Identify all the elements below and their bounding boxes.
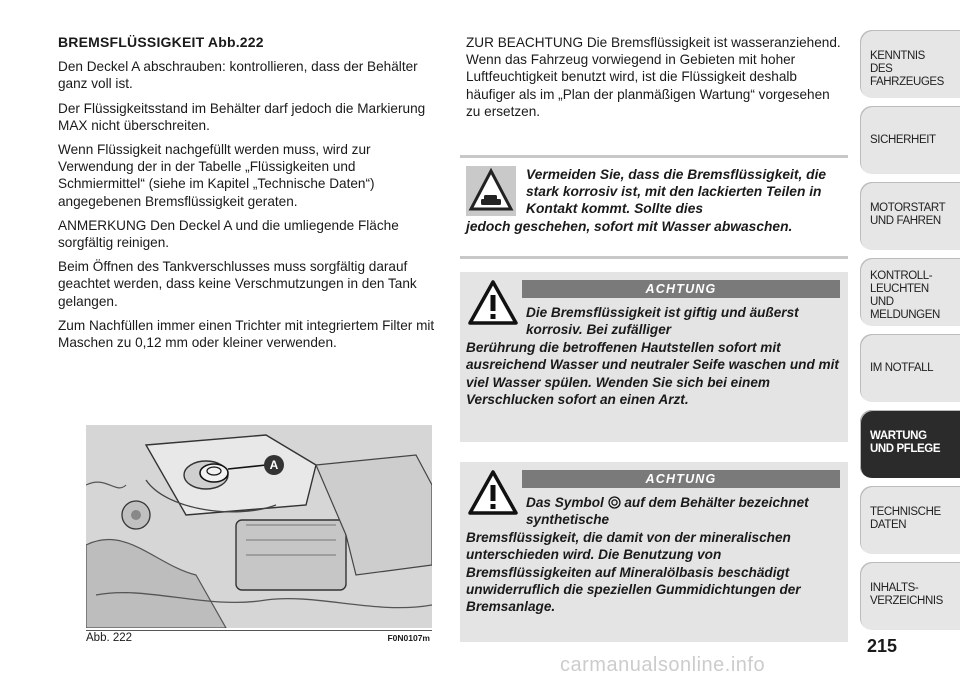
warning-lead-text: Die Bremsflüssigkeit ist giftig und äußerst korrosiv. Bei zufälliger: [526, 305, 799, 338]
section-title: BREMSFLÜSSIGKEIT Abb.222: [58, 34, 264, 50]
tab-motorstart-und-fahren[interactable]: MOTORSTART UND FAHREN: [860, 182, 960, 250]
brake-fluid-reservoir-illustration: [86, 425, 432, 628]
warning-label: ACHTUNG: [522, 470, 840, 488]
figure-caption-label: Abb. 222: [86, 632, 133, 644]
caution-rest-text: jedoch geschehen, sofort mit Wasser abwaschen.: [466, 218, 793, 234]
left-column: [58, 34, 444, 358]
warning-rest-text: Bremsflüssigkeit, die damit von der mineralischen unterschieden wird. Die Benutzung von Bremsflüssigkeiten auf Mineralölbasis beschädigt unwiderruflich die speziellen Gummidichtungen der Bremsanlage.: [466, 529, 801, 615]
warning-rest-text: Berührung die betroffenen Hautstellen sofort mit ausreichend Wasser und neutraler Seife waschen und mit viel Wasser spülen. Wenden Sie sich bei einem Verschlucken sofort an einen Arzt.: [466, 339, 839, 408]
tab-kontrollleuchten[interactable]: KONTROLL- LEUCHTEN UND MELDUNGEN: [860, 258, 960, 326]
figure-code: F0N0107m: [387, 633, 430, 643]
paragraph-2: Der Flüssigkeitsstand im Behälter darf jedoch die Markierung MAX nicht überschreiten.: [58, 100, 426, 133]
paint-caution-box: [460, 160, 848, 246]
divider: [460, 155, 848, 158]
warning-box-synthetic: [460, 462, 848, 642]
divider: [460, 256, 848, 259]
tab-sicherheit[interactable]: SICHERHEIT: [860, 106, 960, 174]
tab-im-notfall[interactable]: IM NOTFALL: [860, 334, 960, 402]
paragraph-1: Den Deckel A abschrauben: kontrollieren, dass der Behälter ganz voll ist.: [58, 59, 418, 92]
figure-caption: [86, 630, 432, 646]
callout-label-a: A: [269, 458, 279, 472]
caution-lead-text: Vermeiden Sie, dass die Bremsflüssigkeit, die stark korrosiv ist, mit den lackierten Teilen in Kontakt kommt. Sollte dies: [526, 167, 827, 217]
watermark: carmanualsonline.info: [560, 654, 766, 676]
tab-technische-daten[interactable]: TECHNISCHE DATEN: [860, 486, 960, 554]
paragraph-6: Zum Nachfüllen immer einen Trichter mit integriertem Filter mit Maschen zu 0,12 mm oder kleiner verwenden.: [58, 317, 435, 351]
tab-kenntnis-des-fahrzeuges[interactable]: KENNTNIS DES FAHRZEUGES: [860, 30, 960, 98]
warning-lead-after: auf dem Behälter bezeichnet synthetische: [526, 495, 809, 528]
engine-bay-figure: [86, 425, 432, 628]
paragraph-5: Beim Öffnen des Tankverschlusses muss sorgfältig darauf geachtet werden, dass keine Verschmutzungen in den Tank gelangen.: [58, 259, 417, 309]
note-text-block: [466, 34, 846, 120]
hygroscopic-note: ZUR BEACHTUNG Die Bremsflüssigkeit ist wasseranziehend. Wenn das Fahrzeug vorwiegend in Gebieten mit hoher Luftfeuchtigkeit benutzt wird, ist die Flüssigkeit deshalb häufiger als im „Plan der planmäßigen Wartung“ vorgesehen zu ersetzen.: [466, 35, 841, 119]
paragraph-4: ANMERKUNG Den Deckel A und die umliegende Fläche sorgfältig reinigen.: [58, 217, 399, 251]
tab-inhaltsverzeichnis[interactable]: INHALTS- VERZEICHNIS: [860, 562, 960, 630]
paragraph-3: Wenn Flüssigkeit nachgefüllt werden muss, wird zur Verwendung der in der Tabelle „Flüssigkeiten und Schmiermittel“ (siehe im Kapitel „Technische Daten“) angegebenen Bremsflüssigkeit geraten.: [58, 142, 375, 209]
warning-label: ACHTUNG: [522, 280, 840, 298]
warning-lead-before: Das Symbol: [526, 495, 604, 510]
tab-wartung-und-pflege[interactable]: WARTUNG UND PFLEGE: [860, 410, 960, 478]
page-number: 215: [867, 636, 898, 656]
synthetic-fluid-symbol-icon: [608, 496, 621, 509]
warning-box-toxic: [460, 272, 848, 442]
